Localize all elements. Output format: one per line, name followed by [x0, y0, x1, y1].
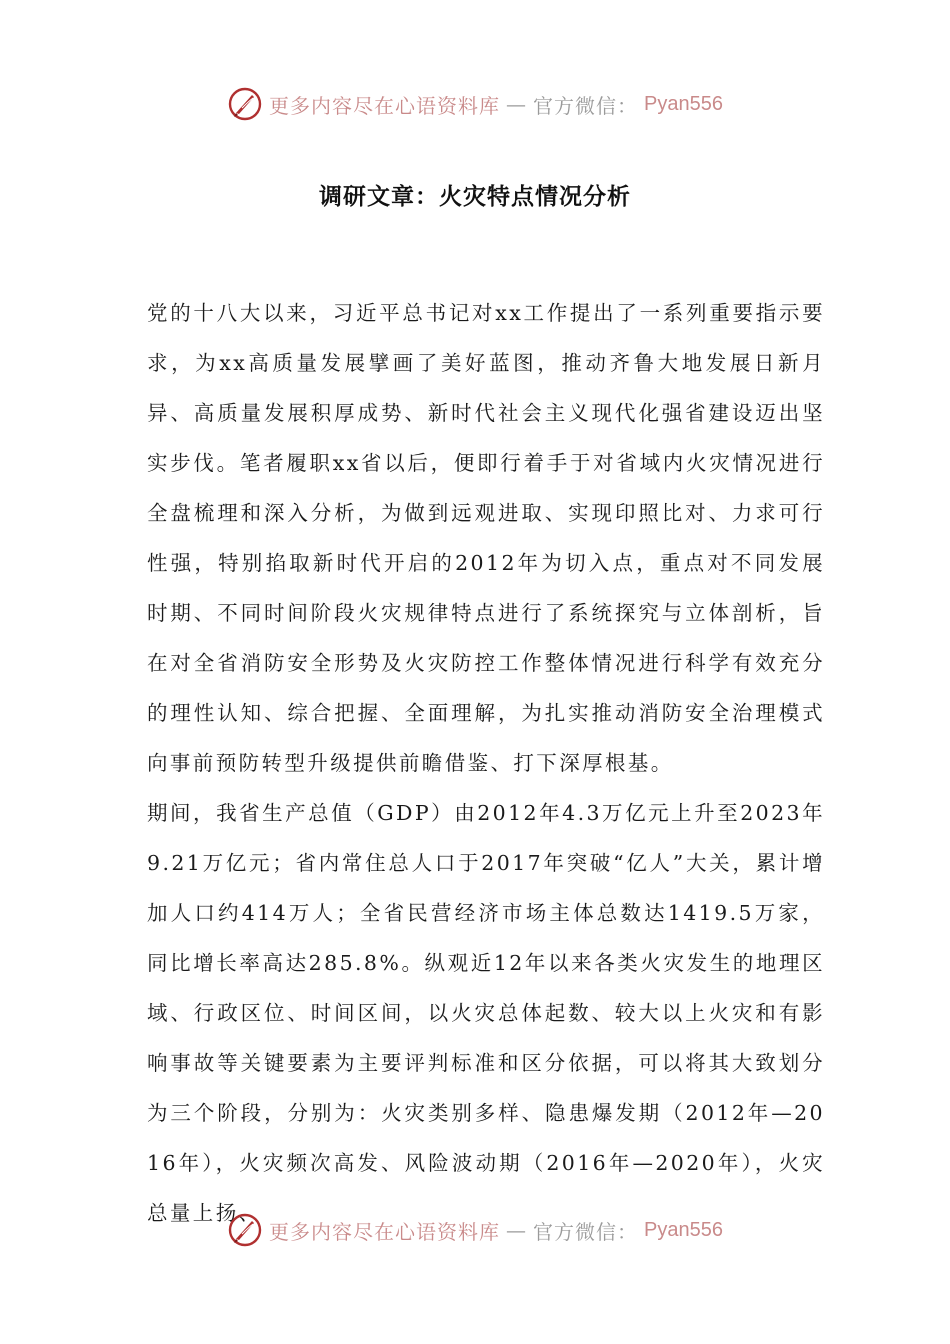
- watermark-wechat-label: 官方微信：: [533, 1219, 639, 1244]
- watermark-footer: [0, 1210, 950, 1250]
- watermark-separator: —: [506, 92, 528, 116]
- watermark-text: 更多内容尽在心语资料库: [269, 93, 501, 118]
- document-body: [147, 288, 825, 1238]
- watermark-text: 更多内容尽在心语资料库: [269, 1219, 501, 1244]
- quill-pen-logo-icon: [227, 86, 263, 122]
- watermark-wechat-label: 官方微信：: [533, 93, 639, 118]
- paragraph-stages: 期间，我省生产总值（GDP）由2012年4.3万亿元上升至2023年9.21万亿元；省内常住总人口于2017年突破“亿人”大关，累计增加人口约414万人；全省民营经济市场主体总数达1419.5万家，同比增长率高达285.8%。纵观近12年以来各类火灾发生的地理区域、行政区位、时间区间，以火灾总体起数、较大以上火灾和有影响事故等关键要素为主要评判标准和区分依据，可以将其大致划分为三个阶段，分别为：火灾类别多样、隐患爆发期（2012年—2016年），火灾频次高发、风险波动期（2016年—2020年），火灾总量上扬、: [147, 801, 825, 1225]
- watermark-wechat-id: Pyan556: [644, 1218, 723, 1241]
- page-title: 调研文章：火灾特点情况分析: [319, 184, 631, 210]
- watermark-header: [0, 84, 950, 124]
- watermark-separator: —: [506, 1218, 528, 1242]
- watermark-wechat-id: Pyan556: [644, 92, 723, 115]
- paragraph-intro: 党的十八大以来，习近平总书记对xx工作提出了一系列重要指示要求，为xx高质量发展擘画了美好蓝图，推动齐鲁大地发展日新月异、高质量发展积厚成势、新时代社会主义现代化强省建设迈出坚实步伐。笔者履职xx省以后，便即行着手于对省域内火灾情况进行全盘梳理和深入分析，为做到远观进取、实现印照比对、力求可行性强，特别掐取新时代开启的2012年为切入点，重点对不同发展时期、不同时间阶段火灾规律特点进行了系统探究与立体剖析，旨在对全省消防安全形势及火灾防控工作整体情况进行科学有效充分的理性认知、综合把握、全面理解，为扎实推动消防安全治理模式向事前预防转型升级提供前瞻借鉴、打下深厚根基。: [147, 301, 825, 775]
- quill-pen-logo-icon: [227, 1212, 263, 1248]
